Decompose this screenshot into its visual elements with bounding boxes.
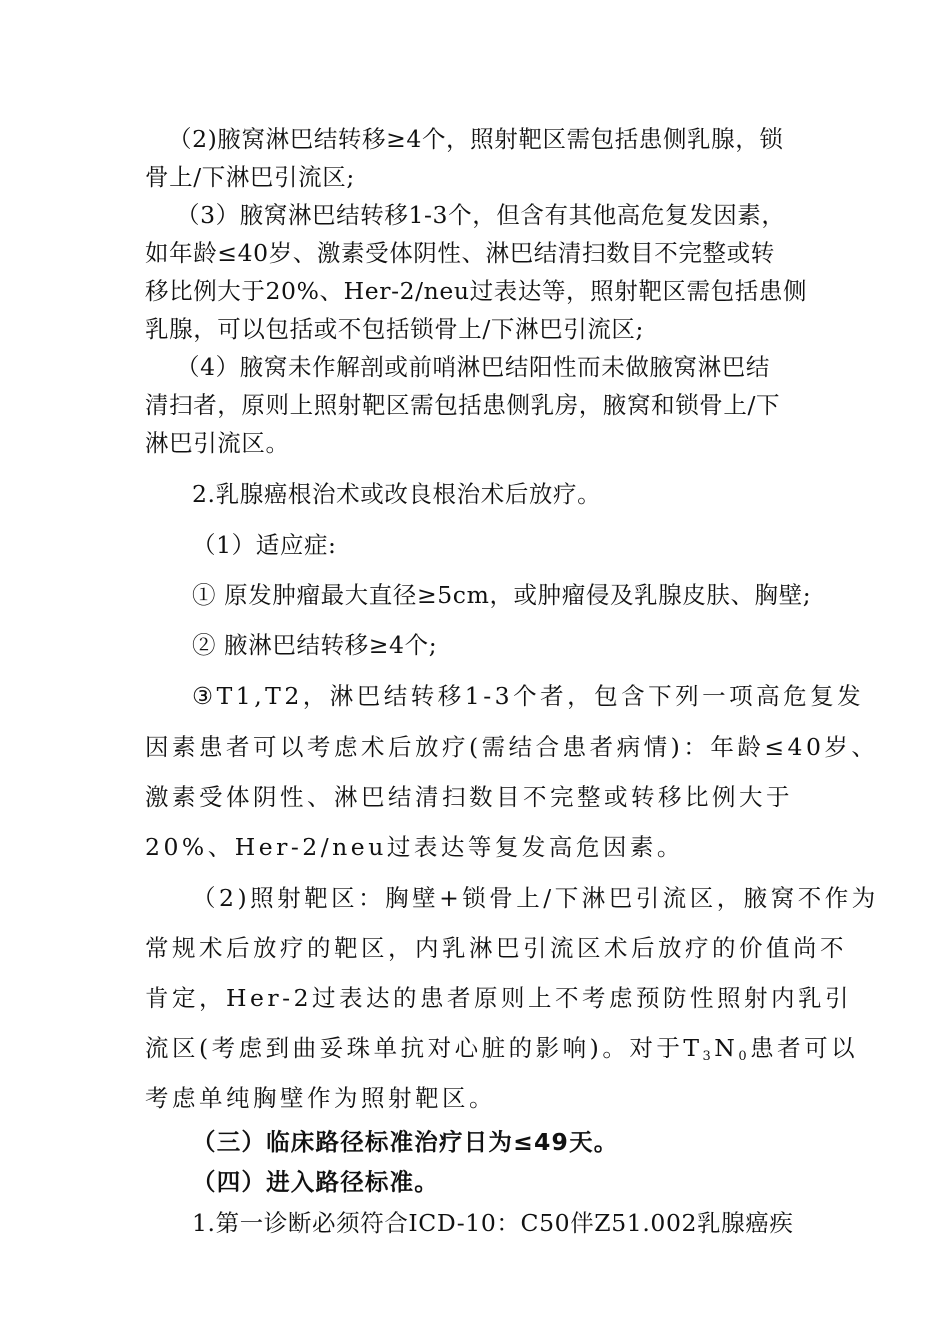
paragraph-line: （2)照射靶区：胸壁+锁骨上/下淋巴引流区，腋窝不作为 <box>192 884 879 912</box>
list-item: ③T1,T2，淋巴结转移1-3个者，包含下列一项高危复发 <box>192 682 865 710</box>
t3n0-text-mid: N <box>714 1034 739 1062</box>
paragraph-line: 如年龄≤40岁、激素受体阴性、淋巴结清扫数目不完整或转 <box>145 239 775 267</box>
paragraph-line: 激素受体阴性、淋巴结清扫数目不完整或转移比例大于 <box>145 783 793 811</box>
section-heading: 2.乳腺癌根治术或改良根治术后放疗。 <box>192 480 602 508</box>
paragraph-line-t3n0 <box>145 1033 858 1063</box>
paragraph-line: （3）腋窝淋巴结转移1-3个，但含有其他高危复发因素， <box>176 201 786 229</box>
paragraph-line: 肯定，Her-2过表达的患者原则上不考虑预防性照射内乳引 <box>145 984 853 1012</box>
paragraph-line: 1.第一诊断必须符合ICD-10：C50伴Z51.002乳腺癌疾 <box>192 1209 794 1237</box>
paragraph-line: 乳腺，可以包括或不包括锁骨上/下淋巴引流区; <box>145 315 645 343</box>
paragraph-line: 移比例大于20%、Her-2/neu过表达等，照射靶区需包括患侧 <box>145 277 808 305</box>
list-item: ② 腋淋巴结转移≥4个; <box>192 631 438 659</box>
paragraph-line: （4）腋窝未作解剖或前哨淋巴结阳性而未做腋窝淋巴结 <box>176 353 770 381</box>
paragraph-line: 骨上/下淋巴引流区; <box>145 163 355 191</box>
paragraph-line: 考虑单纯胸壁作为照射靶区。 <box>145 1084 496 1112</box>
paragraph-line: 因素患者可以考虑术后放疗(需结合患者病情)：年龄≤40岁、 <box>145 733 879 761</box>
list-item: ① 原发肿瘤最大直径≥5cm，或肿瘤侵及乳腺皮肤、胸壁; <box>192 581 812 609</box>
paragraph-line: 清扫者，原则上照射靶区需包括患侧乳房，腋窝和锁骨上/下 <box>145 391 781 419</box>
t3n0-text-before: 流区(考虑到曲妥珠单抗对心脏的影响)。对于T <box>145 1034 703 1062</box>
paragraph-line: （2)腋窝淋巴结转移≥4个，照射靶区需包括患侧乳腺，锁 <box>168 125 784 153</box>
paragraph-line: 20%、Her-2/neu过表达等复发高危因素。 <box>145 833 684 861</box>
subheading: （1）适应症: <box>192 531 337 559</box>
section-heading-three: （三）临床路径标准治疗日为≤49天。 <box>192 1128 619 1156</box>
t3-subscript: 3 <box>702 1049 715 1064</box>
section-heading-four: （四）进入路径标准。 <box>192 1168 439 1196</box>
paragraph-line: 淋巴引流区。 <box>145 429 290 457</box>
t3n0-text-after: 患者可以 <box>750 1034 859 1062</box>
paragraph-line: 常规术后放疗的靶区，内乳淋巴引流区术后放疗的价值尚不 <box>145 934 847 962</box>
n0-subscript: 0 <box>738 1049 751 1064</box>
